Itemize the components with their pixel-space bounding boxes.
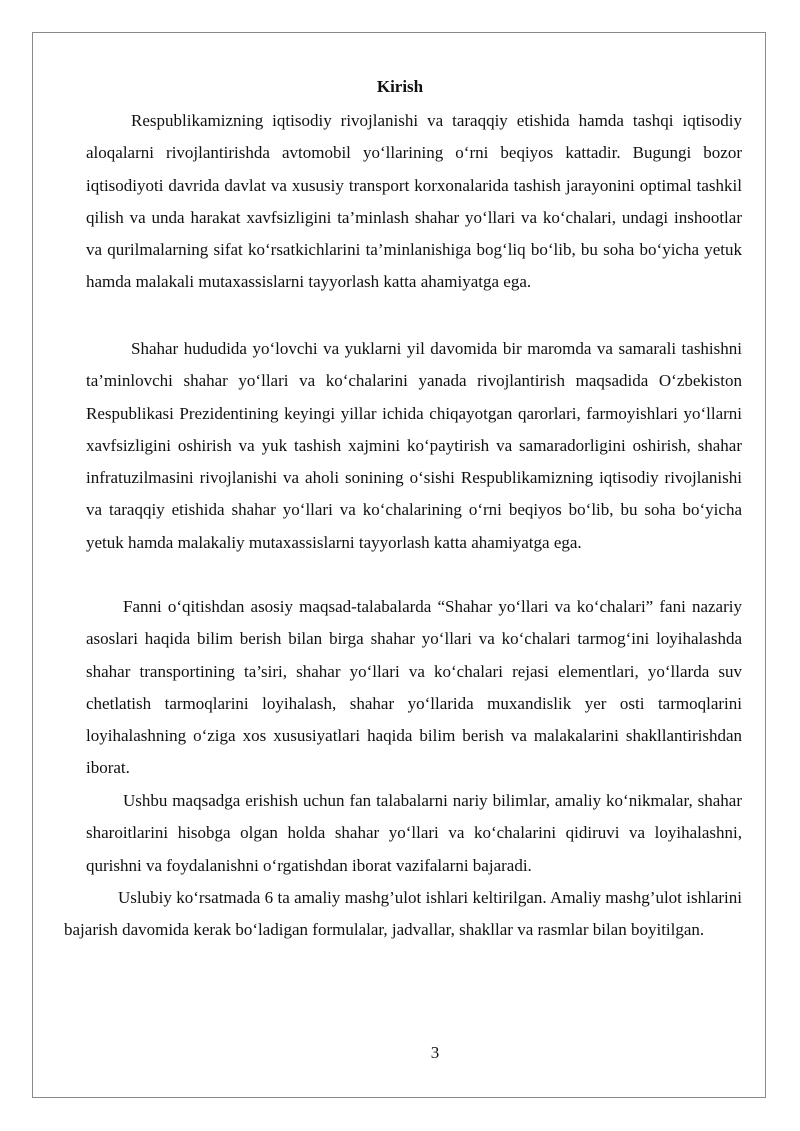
- paragraph-2: Shahar hududida yo‘lovchi va yuklarni yil davomida bir maromda va samarali tashishni ta’minlovchi shahar yo‘llari va ko‘chalarini yanada rivojlantirish maqsadida O‘zbekiston Respublikasi Prezidentining keyingi yillar ichida chiqayotgan qarorlari, farmoyishlari yo‘llarni xavfsizligini oshirish va yuk tashish xajmini ko‘paytirish va samaradorligini oshirish, shahar infratuzilmasini rivojlanishi va aholi sonining o‘sishi Respublikamizning iqtisodiy rivojlanishi va taraqqiy etishida shahar yo‘llari va ko‘chalarining o‘rni beqiyos bo‘lib, bu soha bo‘yicha yetuk hamda malakaliy mutaxassislarni tayyorlash katta ahamiyatga ega.: [86, 339, 742, 552]
- page-number: 3: [430, 1043, 440, 1062]
- paragraph-3: Fanni o‘qitishdan asosiy maqsad-talabalarda “Shahar yo‘llari va ko‘chalari” fani nazariy asoslari haqida bilim berish bilan birga shahar yo‘llari va ko‘chalari tarmog‘ini loyihalashda shahar transportining ta’siri, shahar yo‘llari va ko‘chalari rejasi elementlari, yo‘llarda suv chetlatish tarmoqlarini loyihalash, shahar yo‘llarida muxandislik yer osti tarmoqlarini loyihalashning o‘ziga xos xususiyatlari haqida bilim berish va malakalarini shakllantirishdan iborat.: [86, 597, 742, 778]
- paragraph-1: Respublikamizning iqtisodiy rivojlanishi va taraqqiy etishida hamda tashqi iqtisodiy aloqalarni rivojlantirishda avtomobil yo‘llarining o‘rni beqiyos kattadir. Bugungi bozor iqtisodiyoti davrida davlat va xususiy transport korxonalarida tashish jarayonini optimal tashkil qilish va unda harakat xavfsizligini ta’minlash shahar yo‘llari va ko‘chalari, undagi inshootlar va qurilmalarning sifat ko‘rsatkichlarini ta’minlanishiga bog‘liq bo‘lib, bu soha bo‘yicha yetuk hamda malakali mutaxassislarni tayyorlash katta ahamiyatga ega.: [86, 111, 742, 292]
- paragraph-5: Uslubiy ko‘rsatmada 6 ta amaliy mashg’ulot ishlari keltirilgan. Amaliy mashg’ulot ishlarini bajarish davomida kerak bo‘ladigan formulalar, jadvallar, shakllar va rasmlar bilan boyitilgan.: [64, 888, 742, 940]
- section-title: Kirish: [376, 77, 424, 96]
- paragraph-4: Ushbu maqsadga erishish uchun fan talabalarni nariy bilimlar, amaliy ko‘nikmalar, shahar sharoitlarini hisobga olgan holda shahar yo‘llari va ko‘chalarini qidiruvi va loyihalashni, qurishni va foydalanishni o‘rgatishdan iborat vazifalarni bajaradi.: [86, 791, 742, 875]
